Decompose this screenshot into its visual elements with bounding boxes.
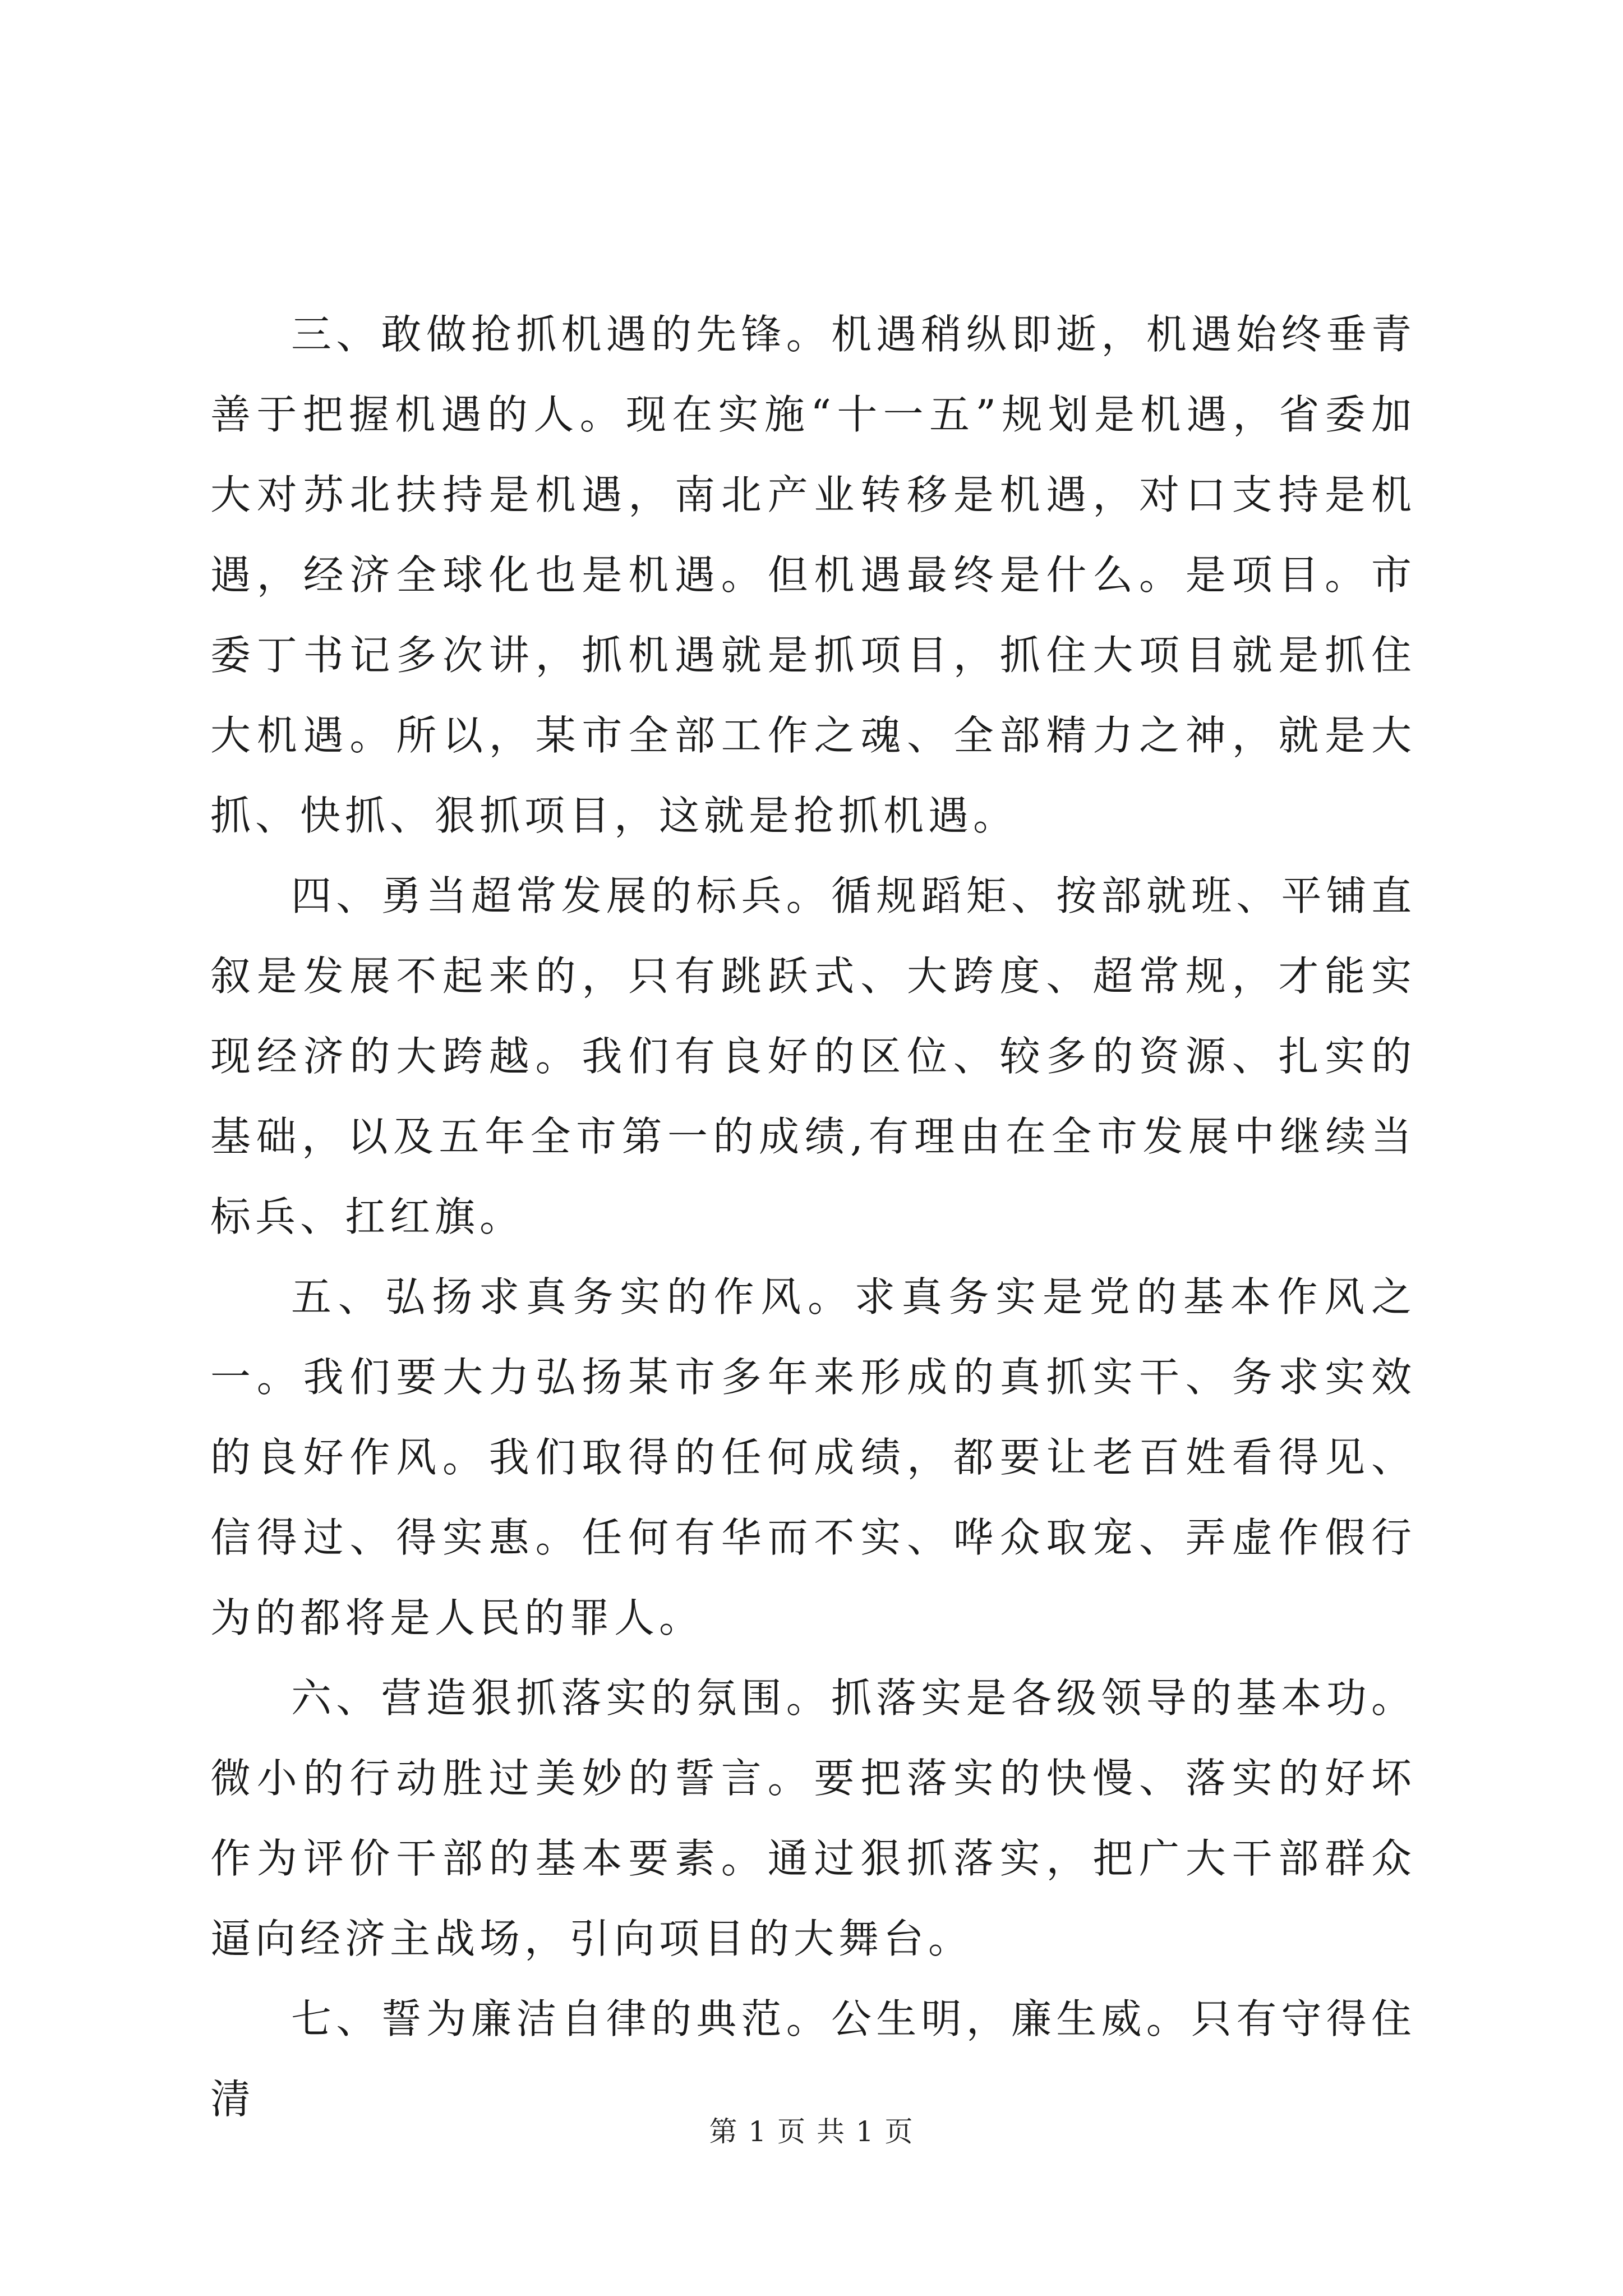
page-footer: 第 1 页 共 1 页 [709,2115,914,2148]
paragraph-5: 五、弘扬求真务实的作风。求真务实是党的基本作风之一。我们要大力弘扬某市多年来形成的真抓实干、务求实效的良好作风。我们取得的任何成绩，都要让老百姓看得见、信得过、得实惠。任何有华而不实、哗众取宠、弄虚作假行为的都将是人民的罪人。 [210,1273,1416,1641]
paragraph-6: 六、营造狠抓落实的氛围。抓落实是各级领导的基本功。微小的行动胜过美妙的誓言。要把落实的快慢、落实的好坏作为评价干部的基本要素。通过狠抓落实，把广大干部群众逼向经济主战场，引向项目的大舞台。 [210,1674,1416,1962]
paragraph-3: 三、敢做抢抓机遇的先锋。机遇稍纵即逝，机遇始终垂青善于把握机遇的人。现在实施“十一五”规划是机遇，省委加大对苏北扶持是机遇，南北产业转移是机遇，对口支持是机遇，经济全球化也是机遇。但机遇最终是什么。是项目。市委丁书记多次讲，抓机遇就是抓项目，抓住大项目就是抓住大机遇。所以，某市全部工作之魂、全部精力之神，就是大抓、快抓、狠抓项目，这就是抢抓机遇。 [210,311,1416,839]
document-body [210,295,1416,2139]
paragraph-7: 七、誓为廉洁自律的典范。公生明，廉生威。只有守得住清 [210,1995,1416,2123]
paragraph-4: 四、勇当超常发展的标兵。循规蹈矩、按部就班、平铺直叙是发展不起来的，只有跳跃式、大跨度、超常规，才能实现经济的大跨越。我们有良好的区位、较多的资源、扎实的基础，以及五年全市第一的成绩,有理由在全市发展中继续当标兵、扛红旗。 [210,872,1416,1240]
